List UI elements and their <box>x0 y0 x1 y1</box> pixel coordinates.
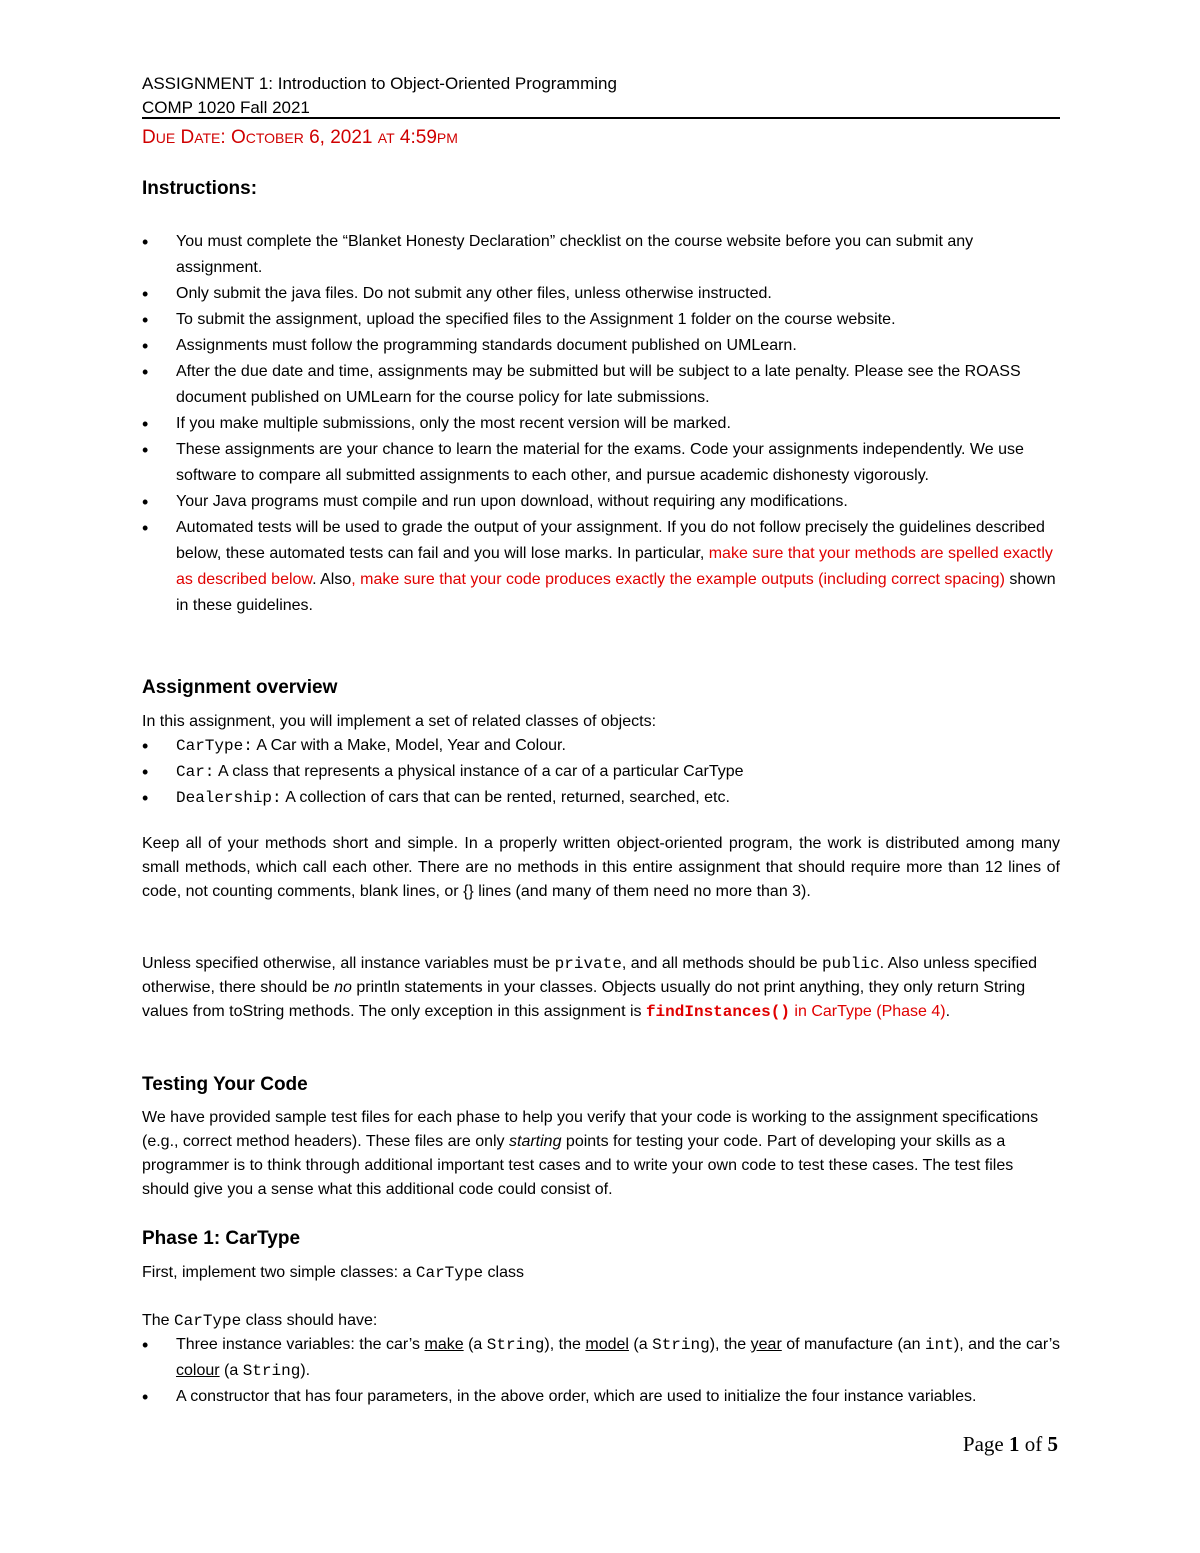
phase1-cartype-intro: The CarType class should have: <box>142 1312 378 1330</box>
phase1-list <box>142 1332 1060 1410</box>
methods-paragraph: Keep all of your methods short and simple. In a properly written object-oriented program, the work is distributed among many small methods, which call each other. There are no methods in this entire assignment that should require more than 12 lines of code, not counting comments, blank lines, or {} lines (and many of them need no more than 3). <box>142 835 1060 900</box>
phase1-intro: First, implement two simple classes: a CarType class <box>142 1264 524 1282</box>
phase1-heading: Phase 1: CarType <box>142 1228 301 1249</box>
due-date: DUE DATE: OCTOBER 6, 2021 AT 4:59PM <box>142 127 458 148</box>
instruction-item: • Only submit the java files. Do not submit any other files, unless otherwise instructed. <box>142 281 1060 307</box>
document-header <box>142 72 617 120</box>
instruction-item: • Assignments must follow the programming standards document published on UMLearn. <box>142 333 1060 359</box>
testing-paragraph: We have provided sample test files for each phase to help you verify that your code is working to the assignment specifications (e.g., correct method headers). These files are only starting points for testing your code. Part of developing your skills as a programmer is to think through additional important test cases and to write your own code to test these cases. The test files should give you a sense what this additional code could consist of. <box>142 1109 1039 1198</box>
phase1-item-constructor: • A constructor that has four parameters, in the above order, which are used to initialize the four instance variables. <box>142 1384 1060 1410</box>
class-item-car: • Car: A class that represents a physical instance of a car of a particular CarType <box>142 759 1060 785</box>
instance-variables-paragraph: Unless specified otherwise, all instance variables must be private, and all methods should be public. Also unless specified otherwise, there should be no println statements in your classes. Objects usually do not print anything, they only return String values from toString methods. The only exception in this assignment is findInstances() in CarType (Phase 4). <box>142 955 1038 1021</box>
instructions-list <box>142 229 1060 619</box>
instruction-item: • After the due date and time, assignments may be submitted but will be subject to a late penalty. Please see the ROASS document published on UMLearn for the course policy for late submissions. <box>142 359 1060 411</box>
overview-heading: Assignment overview <box>142 677 338 698</box>
instruction-item: • Your Java programs must compile and run upon download, without requiring any modifications. <box>142 489 1060 515</box>
instruction-item: • These assignments are your chance to learn the material for the exams. Code your assignments independently. We use software to compare all submitted assignments to each other, and pursue academic dishonesty vigorously. <box>142 437 1060 489</box>
instruction-item-automated-tests: • Automated tests will be used to grade the output of your assignment. If you do not follow precisely the guidelines described below, these automated tests can fail and you will lose marks. In particular, make sure that your methods are spelled exactly as described below. Also, make sure that your code produces exactly the example outputs (including correct spacing) shown in these guidelines. <box>142 515 1060 619</box>
header-rule <box>142 117 1060 119</box>
class-item-cartype: • CarType: A Car with a Make, Model, Year and Colour. <box>142 733 1060 759</box>
page-number: Page 1 of 5 <box>962 1432 1058 1456</box>
class-item-dealership: • Dealership: A collection of cars that can be rented, returned, searched, etc. <box>142 785 1060 811</box>
overview-list <box>142 733 1060 811</box>
instructions-heading: Instructions: <box>142 178 258 199</box>
phase1-item-instance-variables: • Three instance variables: the car’s make (a String), the model (a String), the year of manufacture (an int), and the car’s colour (a String). <box>142 1332 1060 1384</box>
course-term: COMP 1020 Fall 2021 <box>142 98 310 117</box>
instruction-item: • If you make multiple submissions, only the most recent version will be marked. <box>142 411 1060 437</box>
testing-heading: Testing Your Code <box>142 1074 308 1095</box>
instruction-item: • To submit the assignment, upload the specified files to the Assignment 1 folder on the course website. <box>142 307 1060 333</box>
assignment-title: ASSIGNMENT 1: Introduction to Object-Oriented Programming <box>142 74 617 93</box>
overview-intro: In this assignment, you will implement a set of related classes of objects: <box>142 713 657 730</box>
instruction-item: • You must complete the “Blanket Honesty Declaration” checklist on the course website before you can submit any assignment. <box>142 229 1060 281</box>
